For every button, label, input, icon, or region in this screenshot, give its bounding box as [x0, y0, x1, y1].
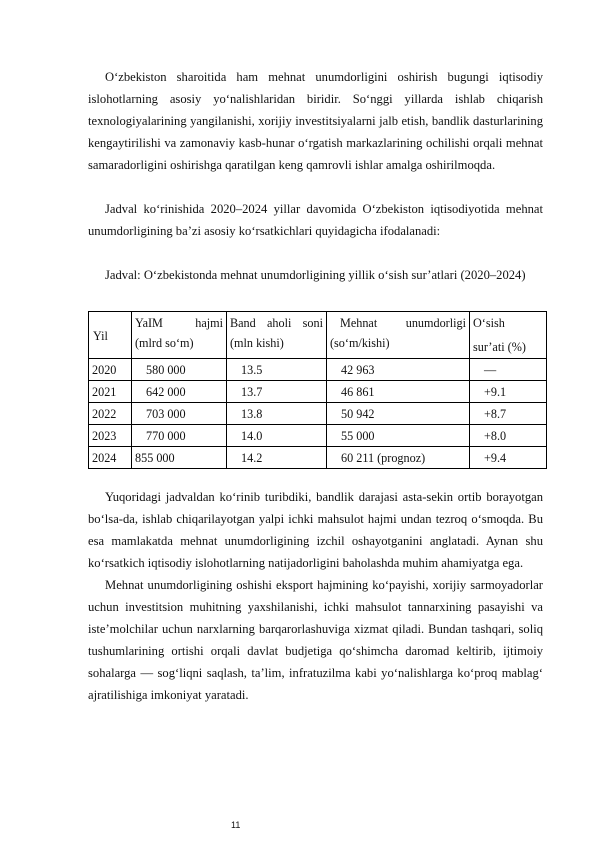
header-unit: (mlrd so‘m) [135, 336, 194, 350]
cell-employed: 13.8 [227, 403, 327, 425]
table-row [89, 425, 547, 447]
cell-productivity: 50 942 [327, 403, 470, 425]
productivity-table [88, 311, 547, 469]
paragraph-benefits [88, 574, 543, 706]
cell-growth: +9.1 [470, 381, 547, 403]
header-text: Yil [93, 328, 108, 343]
header-text: O‘sish [473, 316, 505, 330]
cell-gdp: 770 000 [132, 425, 227, 447]
cell-employed: 14.0 [227, 425, 327, 447]
cell-growth: +8.7 [470, 403, 547, 425]
cell-productivity: 46 861 [327, 381, 470, 403]
cell-employed: 13.7 [227, 381, 327, 403]
header-text: YaIM hajmi [135, 316, 223, 330]
table-caption [88, 264, 543, 286]
cell-employed: 13.5 [227, 359, 327, 381]
paragraph-intro [88, 66, 543, 176]
cell-year: 2024 [89, 447, 132, 469]
cell-year: 2023 [89, 425, 132, 447]
header-unit: (so‘m/kishi) [330, 336, 390, 350]
cell-growth: +9.4 [470, 447, 547, 469]
cell-gdp: 703 000 [132, 403, 227, 425]
cell-gdp: 855 000 [132, 447, 227, 469]
header-productivity [327, 312, 470, 359]
table-row [89, 359, 547, 381]
cell-employed: 14.2 [227, 447, 327, 469]
header-employed [227, 312, 327, 359]
cell-productivity: 42 963 [327, 359, 470, 381]
header-text: Band aholi soni [230, 316, 323, 330]
table-header-row [89, 312, 547, 359]
paragraph-analysis [88, 486, 543, 574]
paragraph-text: Mehnat unumdorligining oshishi eksport hajmining ko‘payishi, xorijiy sarmoyadorlar uchun investitsion muhitning yaxshilanishi, ichki mahsulot tannarxining pasayishi va iste’molchilar uchun narxlarning barqarorlashuviga xizmat qiladi. Bundan tashqari, soliq tushumlarining ortishi orqali davlat budjetiga qo‘shimcha daromad keltirib, ijtimoiy sohalarga — sog‘liqni saqlash, ta’lim, infratuzilma kabi yo‘nalishlarga ko‘proq mablag‘ ajratilishiga imkoniyat yaratadi. [88, 578, 543, 702]
cell-productivity: 55 000 [327, 425, 470, 447]
page-number: 11 [231, 820, 241, 830]
cell-year: 2020 [89, 359, 132, 381]
cell-year: 2022 [89, 403, 132, 425]
header-text: Mehnat unumdorligi [340, 316, 466, 330]
header-growth [470, 312, 547, 359]
cell-growth: — [470, 359, 547, 381]
paragraph-text: Yuqoridagi jadvaldan ko‘rinib turibdiki, bandlik darajasi asta-sekin ortib borayotgan bo‘lsa-da, ishlab chiqarilayotgan yalpi ichki mahsulot hajmi undan tezroq o‘smoqda. Bu esa mamlakatda mehnat unumdorligining izchil oshayotganini anglatadi. Aynan shu ko‘rsatkich iqtisodiy islohotlarning natijadorligini baholashda muhim ahamiyatga ega. [88, 490, 543, 570]
paragraph-text: Jadval ko‘rinishida 2020–2024 yillar davomida O‘zbekiston iqtisodiyotida mehnat unumdorligining ba’zi asosiy ko‘rsatkichlari quyidagicha ifodalanadi: [88, 202, 543, 238]
cell-gdp: 642 000 [132, 381, 227, 403]
cell-productivity: 60 211 (prognoz) [327, 447, 470, 469]
paragraph-text: O‘zbekiston sharoitida ham mehnat unumdorligini oshirish bugungi iqtisodiy islohotlarning asosiy yo‘nalishlaridan biridir. So‘nggi yillarda ishlab chiqarish texnologiyalarining yangilanishi, xorijiy investitsiyalarni jalb etish, bandlik dasturlarining kengaytirilishi va zamonaviy kasb-hunar o‘rgatish markazlarining ochilishi orqali mehnat samaradorligini oshirishga qaratilgan keng qamrovli ishlar amalga oshirilmoqda. [88, 70, 543, 172]
header-year [89, 312, 132, 359]
cell-growth: +8.0 [470, 425, 547, 447]
table-row [89, 403, 547, 425]
paragraph-table-intro [88, 198, 543, 242]
header-unit: sur’ati (%) [473, 340, 526, 354]
table-row [89, 447, 547, 469]
header-unit: (mln kishi) [230, 336, 284, 350]
caption-text: Jadval: O‘zbekistonda mehnat unumdorligining yillik o‘sish sur’atlari (2020–2024) [105, 268, 526, 282]
cell-year: 2021 [89, 381, 132, 403]
table-row [89, 381, 547, 403]
header-gdp [132, 312, 227, 359]
cell-gdp: 580 000 [132, 359, 227, 381]
